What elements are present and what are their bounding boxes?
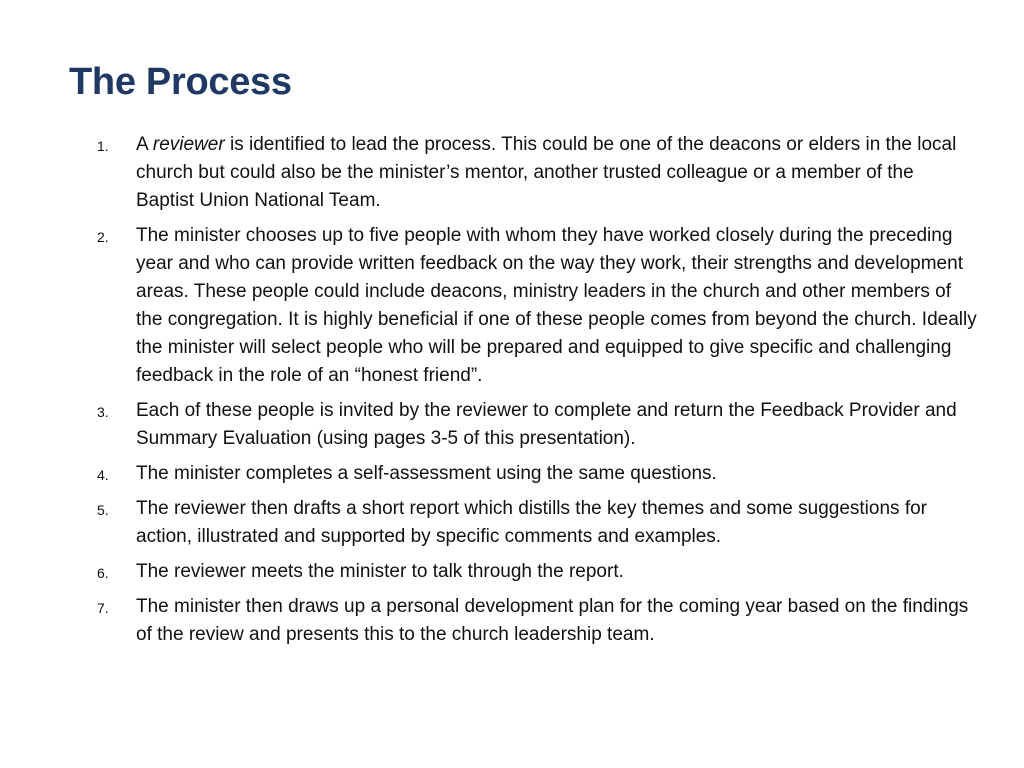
reviewer-emphasis: reviewer xyxy=(152,134,225,155)
step-number: 3. xyxy=(97,404,109,420)
step-text: Each of these people is invited by the reviewer to complete and return the Feedback Provider and Summary Evaluation (using pages 3-5 of this presentation). xyxy=(136,400,957,449)
step-text: The minister chooses up to five people with whom they have worked closely during the preceding year and who can provide written feedback on the way they work, their strengths and development areas. These people could include deacons, ministry leaders in the church and other members of the congregation. It is highly beneficial if one of these people comes from beyond the church. Ideally the minister will select people who will be prepared and equipped to give specific and challenging feedback in the role of an “honest friend”. xyxy=(136,225,977,386)
step-text: The minister completes a self-assessment using the same questions. xyxy=(136,463,717,484)
process-step-2 xyxy=(97,222,977,390)
process-step-1 xyxy=(97,131,977,215)
step-number: 7. xyxy=(97,600,109,616)
step-text-lead: A xyxy=(136,134,153,155)
step-number: 2. xyxy=(97,229,109,245)
step-number: 6. xyxy=(97,565,109,581)
process-step-6 xyxy=(97,558,977,586)
step-text: The minister then draws up a personal development plan for the coming year based on the findings of the review and presents this to the church leadership team. xyxy=(136,596,969,645)
step-text xyxy=(136,134,956,211)
process-step-5 xyxy=(97,495,977,551)
step-number: 1. xyxy=(97,138,109,154)
slide-title: The Process xyxy=(69,61,292,103)
step-text: The reviewer meets the minister to talk through the report. xyxy=(136,561,624,582)
process-step-4 xyxy=(97,460,977,488)
process-step-3 xyxy=(97,397,977,453)
process-steps-list xyxy=(97,131,977,656)
step-text: The reviewer then drafts a short report which distills the key themes and some suggestions for action, illustrated and supported by specific comments and examples. xyxy=(136,498,927,547)
step-number: 5. xyxy=(97,502,109,518)
step-number: 4. xyxy=(97,467,109,483)
step-text-rest: is identified to lead the process. This could be one of the deacons or elders in the local church but could also be the minister’s mentor, another trusted colleague or a member of the Baptist Union National Team. xyxy=(136,134,957,211)
process-step-7 xyxy=(97,593,977,649)
